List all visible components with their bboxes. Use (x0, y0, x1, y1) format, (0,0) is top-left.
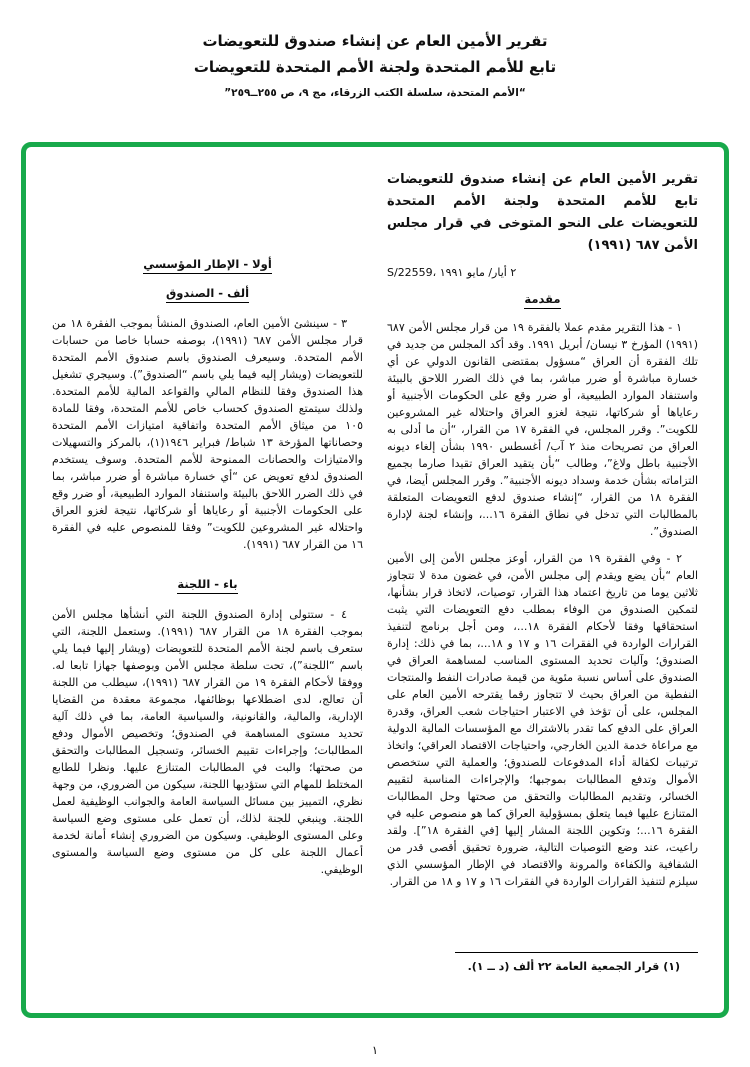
paragraph-2: ٢ - وفي الفقرة ١٩ من القرار، أوعز مجلس الأمن إلى الأمين العام “بأن يضع ويقدم إلى مجلس الأمن، في غضون مدة لا تتجاوز ثلاثين يوما من تاريخ اعتماد هذا القرار، توصيات، لاتخاذ قرار بشأنها، لتمكين الصندوق من الوفاء بمطلب دفع التعويضات التي يثبت استحقاقها وفقا لأحكام الفقرة ١٨...، ومن أجل برنامج لتنفيذ القرارات الواردة في الفقرات ١٦ و ١٧ و ١٨...، بما في ذلك: إدارة الصندوق؛ وآليات تحديد المستوى المناسب لمساهمة العراق في الصندوق على أساس نسبة مئوية من قيمة صادرات النفط والمنتجات النفطية من العراق بحيث لا تتجاوز رقما يقترحه الأمين العام على المجلس، على أن تؤخذ في الاعتبار احتياجات شعب العراق، وقدرة العراق على الدفع كما تقدر بالاشتراك مع المؤسسات المالية الدولية مع مراعاة خدمة الدين الخارجي، واحتياجات الاقتصاد العراقي؛ واتخاذ ترتيبات لكفالة أداء المدفوعات للصندوق؛ والعملية التي ستخصص الأموال وتدفع المطالبات بموجبها؛ والإجراءات المناسبة لتقييم الخسائر، وتقديم المطالبات والتحقق من صحتها وحل المطالبات المتنازع عليها فيما يتعلق بمسؤولية العراق كما هو منصوص عليه في الفقرة ١٦...؛ وتكوين اللجنة المشار إليها [في الفقرة ١٨”]. ولقد راعيت، عند وضع التوصيات التالية، ضرورة تحقيق أقصى قدر من الشفافية والكفاءة والمرونة والاقتصاد في الإطار المؤسسي الذي سيلزم لتنفيذ القرارات الواردة في الفقرات ١٦ و ١٧ و ١٨ من القرار. (387, 552, 698, 888)
subsection-heading-a (52, 286, 363, 303)
header-source-note: “الأمم المتحدة، سلسلة الكتب الزرقاء، مج ٩، ص ٢٥٥ــ٢٥٩” (224, 87, 526, 99)
subsection-heading-a-label: ألف - الصندوق (166, 286, 249, 303)
page-number: ١ (371, 1043, 379, 1057)
subsection-heading-b (52, 577, 363, 594)
section-heading-one-label: أولا - الإطار المؤسسي (143, 257, 272, 274)
section-heading-one (52, 257, 363, 274)
column-left (52, 169, 363, 995)
paragraph-1: ١ - هذا التقرير مقدم عملا بالفقرة ١٩ من قرار مجلس الأمن ٦٨٧ (١٩٩١) المؤرخ ٣ نيسان/ أبريل ١٩٩١. وقد أكد المجلس من جديد في تلك الفقرة أن العراق “مسؤول بمقتضى القانون الدولي عن أي خسارة مباشرة أو ضرر مباشر، بما في ذلك الضرر اللاحق بالبيئة واستنفاد الموارد الطبيعية، أو ضرر وقع على الحكومات الأجنبية أو رعاياها أو شركاتها، نتيجة لغزو العراق واحتلاله غير المشروعين للكويت”. وقرر المجلس، في الفقرة ١٧ من القرار، “أن ما أدلى به العراق من تصريحات منذ ٢ آب/ أغسطس ١٩٩٠ بشأن إلغاء ديونه الأجنبية باطل ولاغ”، وطالب “بأن يتقيد العراق تقيدا صارما بجميع التزاماته بشأن خدمة وسداد ديونه الأجنبية”. وقرر المجلس أيضا، في الفقرة ١٨ من القرار، “إنشاء صندوق لدفع التعويضات المتعلقة بالمطالبات التي تدخل في نطاق الفقرة ١٦...، وإنشاء لجنة لإدارة الصندوق”. (387, 321, 698, 538)
footnote-block (387, 952, 698, 995)
column-right (387, 169, 698, 995)
header-title-line-1: تقرير الأمين العام عن إنشاء صندوق للتعويضات (202, 32, 548, 50)
footnote-text: (١) قرار الجمعية العامة ٢٢ ألف (د ــ ١). (467, 960, 680, 973)
document-columns (52, 169, 698, 995)
footnote-divider (455, 952, 698, 953)
paragraph-4: ٤ - ستتولى إدارة الصندوق اللجنة التي أنشأها مجلس الأمن بموجب الفقرة ١٨ من القرار ٦٨٧ (١٩٩١). وستعمل اللجنة، التي ستعرف باسم لجنة الأمم المتحدة للتعويضات (ويشار إليها فيما يلي باسم “اللجنة”)، تحت سلطة مجلس الأمن وبوصفها جهازا تابعا له. ووفقا لأحكام الفقرة ١٩ من القرار ٦٨٧ (١٩٩١)، سيطلب من اللجنة أن تعالج، لدى اضطلاعها بوظائفها، مجموعة معقدة من القضايا الإدارية، والمالية، والقانونية، والسياسية العامة، بما في ذلك آلية تحديد مستوى المساهمة في الصندوق؛ وتخصيص الأموال ودفع المطالبات؛ وإجراءات تقييم الخسائر، وتسجيل المطالبات والتحقق من صحتها؛ والبت في المطالبات المتنازع عليها. ونظرا للطابع المختلط للمهام التي ستؤديها اللجنة، سيكون من الضروري، من وجهة نظري، التمييز بين مسائل السياسة العامة والجوانب الوظيفية لعمل اللجنة. وينبغي للجنة لذلك، أن تعمل على مستوى وضع السياسة وعلى المستوى الوظيفي. وسيكون من الضروري إنشاء أمانة لخدمة أعمال اللجنة على كل من مستوى وضع السياسة والمستوى الوظيفي. (52, 608, 363, 876)
subsection-heading-b-label: باء - اللجنة (177, 577, 237, 594)
document-frame (21, 142, 729, 1018)
document-reference: S/22559، ٢ أيار/ مايو ١٩٩١ (387, 266, 517, 279)
paragraph-3: ٣ - سينشئ الأمين العام، الصندوق المنشأ بموجب الفقرة ١٨ من قرار مجلس الأمن ٦٨٧ (١٩٩١)، بوصفه حسابا خاصا من حسابات الأمم المتحدة. وسيعرف الصندوق باسم صندوق الأمم المتحدة للتعويضات (ويشار إليه فيما يلي باسم “الصندوق”). وسيجري تشغيل هذا الصندوق وفقا للنظام المالي والقواعد المالية للأمم المتحدة. ولذلك سيتمتع الصندوق كحساب خاص للأمم المتحدة، وفقا للمادة ١٠٥ من ميثاق الأمم المتحدة واتفاقية امتيازات الأمم المتحدة وحصاناتها المؤرخة ١٣ شباط/ فبراير ١٩٤٦(١)، بالمركز والتسهيلات والامتيازات والحصانات الممنوحة للأمم المتحدة. وسوف يستخدم الصندوق لدفع تعويض عن “أي خسارة مباشرة أو ضرر مباشر، بما في ذلك الضرر اللاحق بالبيئة واستنفاد الموارد الطبيعية، أو ضرر وقع على الحكومات الأجنبية أو رعاياها أو شركاتها، نتيجة لغزو العراق واحتلاله غير المشروعين للكويت” وفقا للمنصوص عليه في الفقرة ١٦ من القرار ٦٨٧ (١٩٩١). (52, 317, 363, 551)
section-heading-introduction-label: مقدمة (524, 292, 560, 309)
page-header (0, 0, 750, 99)
header-title-line-2: تابع للأمم المتحدة ولجنة الأمم المتحدة للتعويضات (193, 58, 557, 76)
section-heading-introduction (387, 292, 698, 309)
document-title: تقرير الأمين العام عن إنشاء صندوق للتعويضات تابع للأمم المتحدة ولجنة الأمم المتحدة للتعويضات على النحو المتوخى في قرار مجلس الأمن ٦٨٧ (١٩٩١) (387, 172, 698, 253)
